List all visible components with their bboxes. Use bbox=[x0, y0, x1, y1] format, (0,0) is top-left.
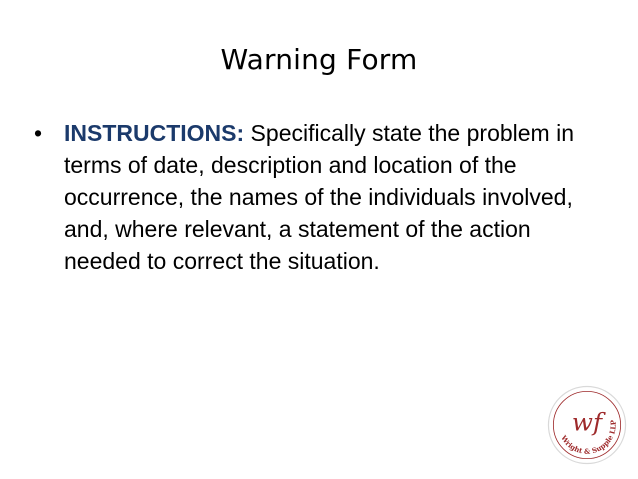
wright-supple-logo-icon bbox=[546, 384, 628, 466]
logo-monogram: wf bbox=[571, 407, 603, 437]
bullet-item bbox=[34, 117, 604, 277]
instructions-label: INSTRUCTIONS: bbox=[64, 120, 245, 146]
bullet-marker: • bbox=[34, 120, 43, 146]
logo-ring-text: Wright & Supple LLP bbox=[559, 419, 618, 456]
bullet-list bbox=[34, 117, 604, 277]
instructions-text: Specifically state the problem in terms of date, description and location of the occurrence, the names of the individuals involved, and, where relevant, a statement of the action needed to correct the situation. bbox=[64, 120, 574, 274]
slide-title: Warning Form bbox=[220, 43, 418, 76]
